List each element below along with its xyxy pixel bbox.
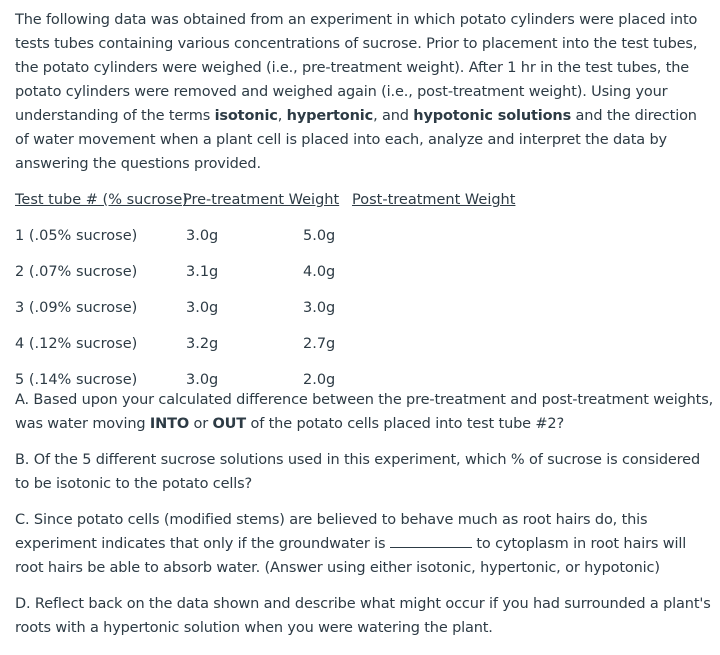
table-row [15,224,714,248]
question-b: B. Of the 5 different sucrose solutions used in this experiment, which % of sucrose is considered to be isotonic to the potato cells? [15,452,701,492]
question-c [15,508,714,580]
question-c-text-1: C. Since potato cells (modified stems) are believed to behave much as root hairs do, this experiment indicates that only if the groundwater is [15,512,648,552]
intro-separator-1: , [277,108,287,124]
data-table [15,188,714,388]
table-row [15,296,714,320]
question-a-text-1: A. Based upon your calculated difference between the pre-treatment and post-treatment weights, was water moving [15,392,714,432]
tube-cell: 3 (.09% sucrose) [15,300,138,316]
tube-cell: 5 (.14% sucrose) [15,372,138,388]
pre-weight-cell: 3.0g [186,372,219,388]
term-hypertonic: hypertonic [286,108,374,124]
tube-cell: 4 (.12% sucrose) [15,336,138,352]
pre-weight-cell: 3.0g [186,228,219,244]
table-row [15,368,714,392]
post-weight-cell: 4.0g [303,264,336,280]
table-row [15,332,714,356]
pre-weight-cell: 3.1g [186,264,219,280]
post-weight-cell: 2.0g [303,372,336,388]
post-weight-cell: 2.7g [303,336,336,352]
tube-cell: 1 (.05% sucrose) [15,228,138,244]
question-a-or: or [189,416,213,432]
question-a-into: INTO [149,416,190,432]
post-weight-cell: 3.0g [303,300,336,316]
question-c-text-2: to cytoplasm in root hairs will root hairs be able to absorb water. (Answer using either isotonic, hypertonic, or hypotonic) [15,536,687,576]
table-row [15,260,714,284]
pre-weight-cell: 3.2g [186,336,219,352]
term-isotonic: isotonic [214,108,278,124]
question-a [15,388,714,436]
column-header-test-tube: Test tube # (% sucrose) [15,192,188,208]
pre-weight-cell: 3.0g [186,300,219,316]
question-d: D. Reflect back on the data shown and describe what might occur if you had surrounded a plant's roots with a hypertonic solution when you were watering the plant. [15,596,711,636]
tube-cell: 2 (.07% sucrose) [15,264,138,280]
column-header-pre-treatment: Pre-treatment Weight [183,192,340,208]
column-header-post-treatment: Post-treatment Weight [352,192,516,208]
question-a-text-2: of the potato cells placed into test tube #2? [246,416,565,432]
intro-paragraph [15,8,714,176]
answer-blank [390,533,472,548]
intro-text-2: and the direction of water movement when a plant cell is placed into each, analyze and interpret the data by answering the questions provided. [15,108,697,172]
term-hypotonic-solutions: hypotonic solutions [413,108,572,124]
post-weight-cell: 5.0g [303,228,336,244]
question-a-out: OUT [212,416,247,432]
intro-text-1: The following data was obtained from an experiment in which potato cylinders were placed into tests tubes containing various concentrations of sucrose. Prior to placement into the test tubes, the potato cylinders were weighed (i.e., pre-treatment weight). After 1 hr in the test tubes, the potato cylinders were removed and weighed again (i.e., post-treatment weight). Using your understanding of the terms [15,12,698,124]
intro-separator-2: , and [373,108,414,124]
